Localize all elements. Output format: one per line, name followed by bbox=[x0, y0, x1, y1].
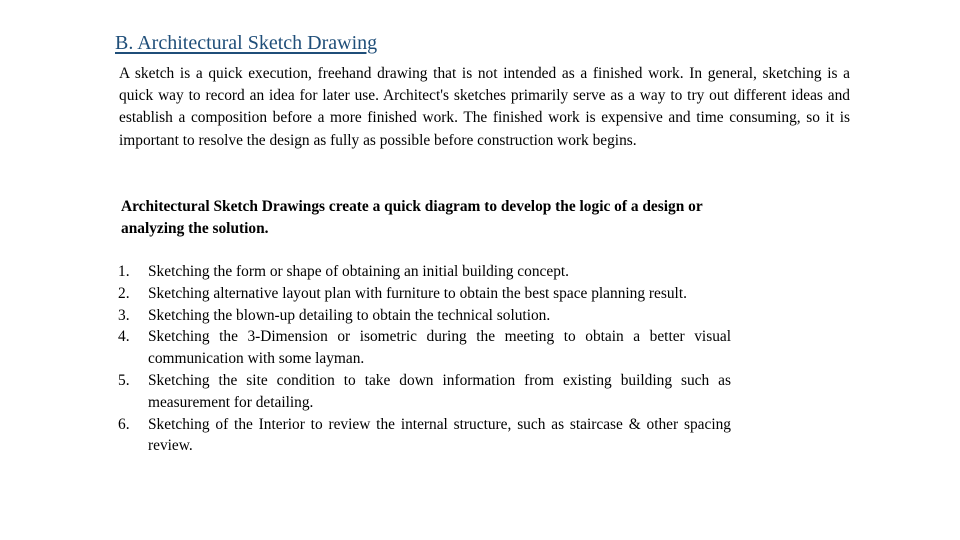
list-item-number: 5. bbox=[118, 371, 130, 389]
steps-list bbox=[118, 261, 731, 457]
list-item-number: 1. bbox=[118, 263, 130, 280]
list-item-number: 6. bbox=[118, 415, 130, 433]
intro-paragraph: A sketch is a quick execution, freehand drawing that is not intended as a finished work. In general, sketching is a quick way to record an idea for later use. Architect's sketches primarily serve as a way to try out different ideas and establish a composition before a more finished work. The finished work is expensive and time consuming, so it is important to resolve the design as fully as possible before construction work begins. bbox=[119, 65, 850, 149]
list-item bbox=[118, 305, 731, 327]
section-heading: B. Architectural Sketch Drawing bbox=[115, 32, 378, 54]
list-item bbox=[118, 370, 731, 414]
summary-paragraph: Architectural Sketch Drawings create a quick diagram to develop the logic of a design or analyzing the solution. bbox=[121, 198, 703, 238]
list-item bbox=[118, 326, 731, 370]
list-item-number: 3. bbox=[118, 306, 130, 324]
list-item bbox=[118, 283, 731, 305]
list-item-text: Sketching the blown-up detailing to obtain the technical solution. bbox=[148, 306, 551, 324]
list-item-text: Sketching the site condition to take down information from existing building such as measurement for detailing. bbox=[148, 371, 731, 411]
list-item bbox=[118, 414, 731, 458]
list-item-text: Sketching of the Interior to review the internal structure, such as staircase & other spacing review. bbox=[148, 415, 731, 455]
list-item bbox=[118, 261, 731, 283]
list-item-text: Sketching the form or shape of obtaining an initial building concept. bbox=[148, 263, 570, 280]
list-item-text: Sketching the 3-Dimension or isometric during the meeting to obtain a better visual communication with some layman. bbox=[148, 328, 731, 368]
list-item-number: 4. bbox=[118, 328, 130, 346]
list-item-text: Sketching alternative layout plan with furniture to obtain the best space planning result. bbox=[148, 284, 687, 302]
list-item-number: 2. bbox=[118, 284, 130, 302]
